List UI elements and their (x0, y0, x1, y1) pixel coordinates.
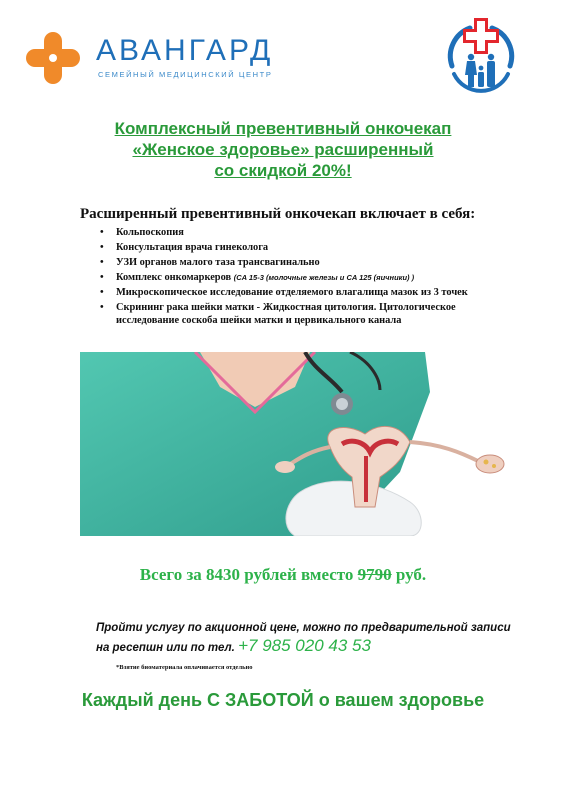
list-item: • Скрининг рака шейки матки - Жидкостная цитология. Цитологическое исследование соскоба шейки матки и цервикального канала (100, 301, 520, 327)
doctor-with-uterus-model-image (80, 352, 520, 536)
oncomarker-note: (CA 15-3 (молочные железы и CA 125 (яичники) ) (233, 273, 415, 282)
slogan: Каждый день С ЗАБОТОЙ о вашем здоровье (81, 690, 485, 710)
old-price: 9790 (357, 565, 392, 584)
title-line-2: «Женское здоровье» расширенный (132, 140, 434, 159)
footnote: *Взятие биоматериала оплачивается отдельно (116, 664, 253, 671)
avangard-logo-icon (22, 30, 84, 86)
price-text: Всего за 8430 рублей вместо (139, 565, 354, 584)
price-line (0, 565, 566, 585)
list-item: • УЗИ органов малого таза трансвагинально (100, 256, 520, 269)
brand-name: АВАНГАРД (96, 34, 274, 67)
list-item: • Микроскопическое исследование отделяемого влагалища мазок из 3 точек (100, 286, 520, 299)
includes-heading: Расширенный превентивный онкочекап включает в себя: (80, 206, 476, 222)
price-currency: руб. (395, 565, 427, 584)
family-medical-logo-icon (440, 14, 522, 96)
booking-info (96, 620, 516, 657)
list-item: • Консультация врача гинеколога (100, 241, 520, 254)
promo-title (0, 118, 566, 181)
list-item: • Комплекс онкомаркеров (CA 15-3 (молочные железы и CA 125 (яичники) ) (100, 271, 520, 284)
booking-line-2-text: на ресепшн или по тел. (96, 642, 235, 654)
list-item: • Кольпоскопия (100, 226, 520, 239)
title-line-3: со скидкой 20%! (214, 161, 352, 180)
title-line-1: Комплексный превентивный онкочекап (114, 119, 452, 138)
services-list (100, 226, 520, 329)
phone-link[interactable]: +7 985 020 43 53 (238, 636, 371, 655)
booking-line-1: Пройти услугу по акционной цене, можно по предварительной записи (96, 622, 511, 634)
booking-line-2 (96, 637, 516, 657)
brand-subtitle: СЕМЕЙНЫЙ МЕДИЦИНСКИЙ ЦЕНТР (98, 70, 273, 79)
